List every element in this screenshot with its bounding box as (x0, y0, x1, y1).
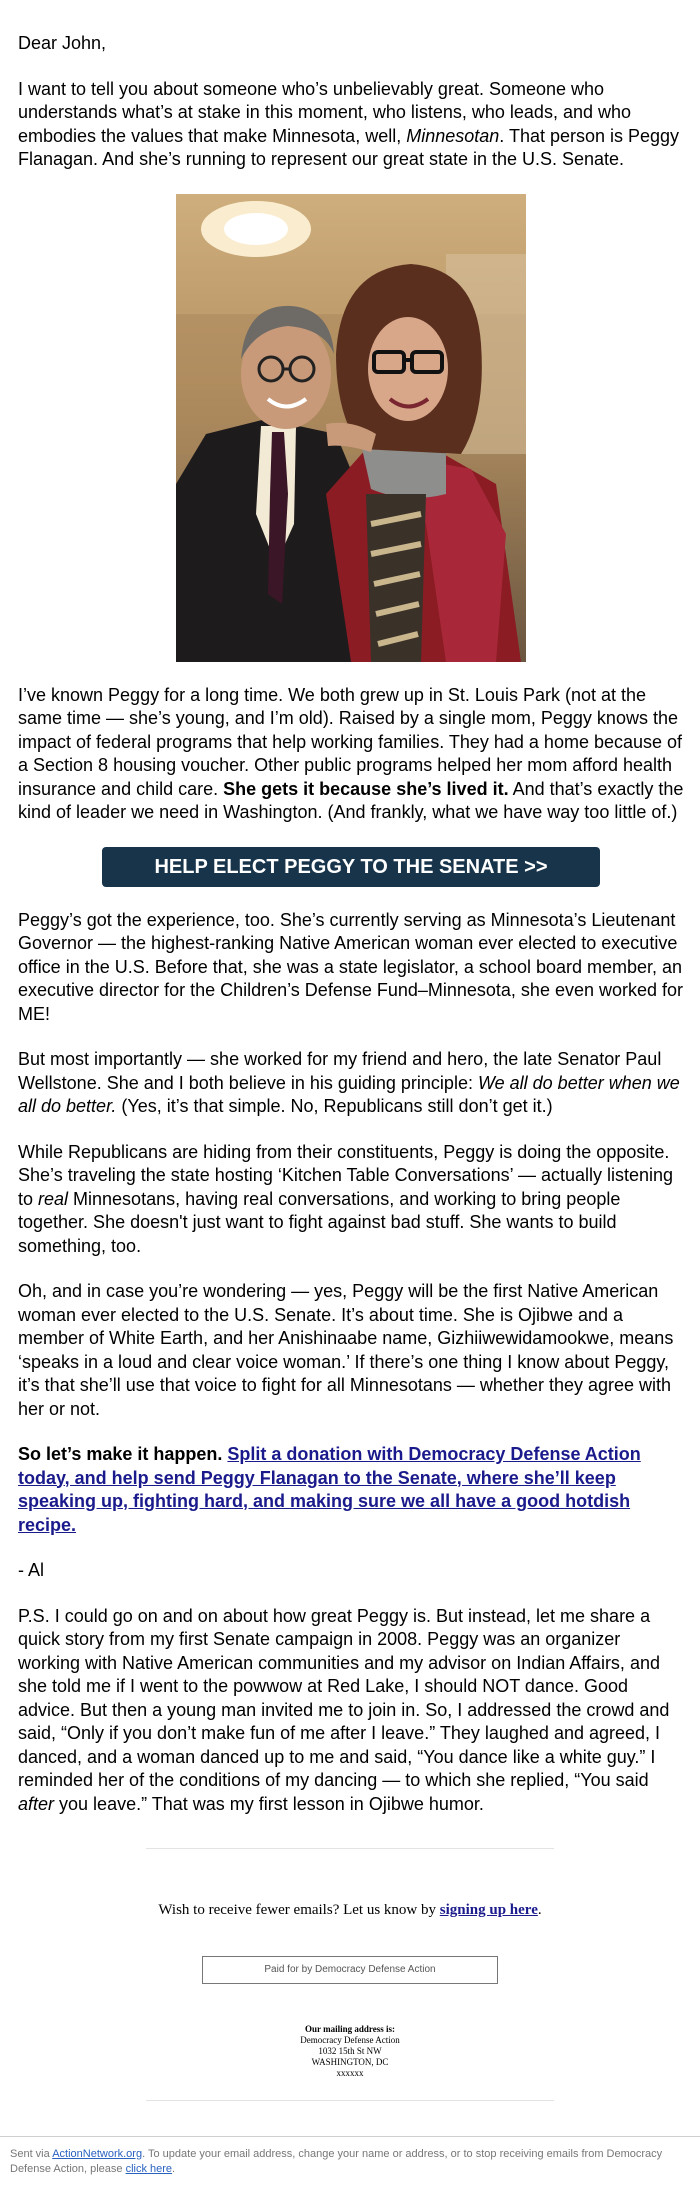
help-elect-button[interactable]: HELP ELECT PEGGY TO THE SENATE >> (102, 847, 600, 887)
paid-for-box: Paid for by Democracy Defense Action (202, 1956, 498, 1984)
fewer-emails-text: Wish to receive fewer emails? Let us know by signing up here. (158, 1902, 542, 1918)
greeting: Dear John, (18, 33, 107, 53)
cta-wrap (18, 847, 684, 887)
donate-link[interactable]: Split a donation with Democracy Defense Action today, and help send Peggy Flanagan to the Senate, where she’ll keep speaking up, fighting hard, and making sure we all have a good hotdish recipe. (18, 1444, 641, 1535)
mailing-address: Our mailing address is: Democracy Defense Action 1032 15th St NW WASHINGTON, DC xxxxxx (300, 2024, 400, 2078)
signoff: - Al (18, 1560, 45, 1580)
actionnetwork-link[interactable]: ActionNetwork.org (52, 2148, 143, 2160)
candidate-photo (176, 194, 526, 662)
signing-up-link[interactable]: signing up here (439, 1902, 538, 1918)
footer-divider-top (146, 1848, 554, 1849)
unsubscribe-text: Sent via ActionNetwork.org. To update your email address, change your name or address, or to stop receiving emails from Democracy Defense Action, please click here. (10, 2148, 663, 2175)
email-content (18, 32, 684, 1838)
experience-paragraph: Peggy’s got the experience, too. She’s currently serving as Minnesota’s Lieutenant Governor — the highest-ranking Native American woman ever elected to executive office in the U.S. Before that, she was a state legislator, a school board member, an executive director for the Children’s Defense Fund–Minnesota, she even worked for ME! (18, 909, 684, 1024)
action-network-footer (0, 2136, 700, 2204)
footer-divider-bottom (146, 2100, 554, 2101)
photo-wrap (18, 194, 684, 662)
donate-paragraph: So let’s make it happen. Split a donation with Democracy Defense Action today, and help send Peggy Flanagan to the Senate, where she’ll keep speaking up, fighting hard, and making sure we all have a good hotdish recipe. (18, 1444, 641, 1535)
ps-paragraph: P.S. I could go on and on about how great Peggy is. But instead, let me share a quick story from my first Senate campaign in 2008. Peggy was an organizer working with Native American communities and my advisor on Indian Affairs, and she told me if I went to the powwow at Red Lake, I should NOT dance. Good advice. But then a young man invited me to join in. So, I addressed the crowd and said, “Only if you don’t make fun of me after I leave.” They laughed and agreed, I danced, and a woman danced up to me and said, “You dance like a white guy.” I reminded her of the conditions of my dancing — to which she replied, “You said after you leave.” That was my first lesson in Ojibwe humor. (18, 1605, 670, 1814)
republicans-paragraph: While Republicans are hiding from their constituents, Peggy is doing the opposite. She’s traveling the state hosting ‘Kitchen Table Conversations’ — actually listening to real Minnesotans, having real conversations, and working to bring people together. She doesn't just want to fight against bad stuff. She wants to build something, too. (18, 1141, 674, 1256)
wellstone-paragraph: But most importantly — she worked for my friend and hero, the late Senator Paul Wellstone. She and I both believe in his guiding principle: We all do better when we all do better. (Yes, it’s that simple. No, Republicans still don’t get it.) (18, 1049, 680, 1116)
intro-paragraph: I want to tell you about someone who’s unbelievably great. Someone who understands what’s at stake in this moment, who listens, who leads, and who embodies the values that make Minnesota, well, Minnesotan. That person is Peggy Flanagan. And she’s running to represent our great state in the U.S. Senate. (18, 78, 680, 169)
native-american-paragraph: Oh, and in case you’re wondering — yes, Peggy will be the first Native American woman ever elected to the U.S. Senate. It’s about time. She is Ojibwe and a member of White Earth, and her Anishinaabe name, Gizhiiwewidamookwe, means ‘speaks in a loud and clear voice woman.’ If there’s one thing I know about Peggy, it’s that she’ll use that voice to fight for all Minnesotans — whether they agree with her or not. (18, 1281, 674, 1419)
background-paragraph: I’ve known Peggy for a long time. We both grew up in St. Louis Park (not at the same time — she’s young, and I’m old). Raised by a single mom, Peggy knows the impact of federal programs that help working families. They had a home because of a Section 8 housing voucher. Other public programs helped her mom afford health insurance and child care. She gets it because she’s lived it. And that’s exactly the kind of leader we need in Washington. (And frankly, what we have way too little of.) (18, 684, 684, 822)
click-here-link[interactable]: click here (125, 2163, 173, 2175)
